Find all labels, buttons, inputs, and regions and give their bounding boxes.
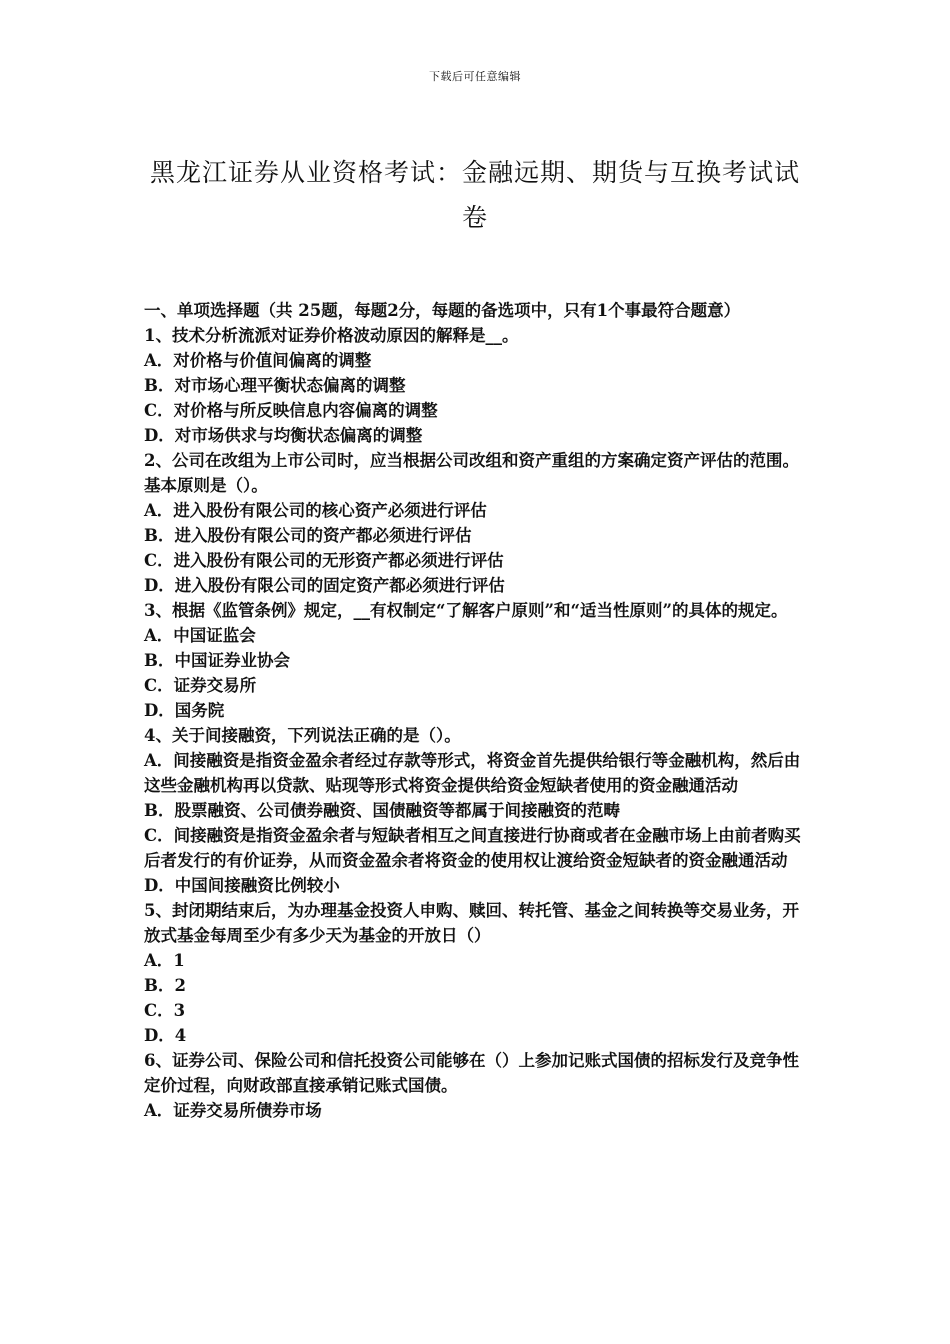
question (144, 1048, 810, 1123)
question-stem: 1、技术分析流派对证券价格波动原因的解释是__。 (144, 326, 519, 345)
question-stem: 5、封闭期结束后，为办理基金投资人申购、赎回、转托管、基金之间转换等交易业务，开放式基金每周至少有多少天为基金的开放日（） (144, 901, 799, 945)
question-option: A．1 (144, 951, 185, 970)
question-option: C．进入股份有限公司的无形资产都必须进行评估 (144, 551, 504, 570)
question-option: A．证券交易所债券市场 (144, 1101, 322, 1120)
question-option: A．间接融资是指资金盈余者经过存款等形式，将资金首先提供给银行等金融机构，然后由这些金融机构再以贷款、贴现等形式将资金提供给资金短缺者使用的资金融通活动 (144, 751, 801, 795)
question-stem: 3、根据《监管条例》规定，__有权制定“了解客户原则”和“适当性原则”的具体的规定。 (144, 601, 788, 620)
question-option: D．对市场供求与均衡状态偏离的调整 (144, 426, 423, 445)
header-note: 下载后可任意编辑 (429, 70, 521, 83)
question-option: A．进入股份有限公司的核心资产必须进行评估 (144, 501, 487, 520)
question-stem: 2、公司在改组为上市公司时，应当根据公司改组和资产重组的方案确定资产评估的范围。基本原则是（）。 (144, 451, 799, 495)
page-title: 黑龙江证券从业资格考试：金融远期、期货与互换考试试卷 (150, 158, 801, 232)
question-option: A．中国证监会 (144, 626, 256, 645)
question-option: B．对市场心理平衡状态偏离的调整 (144, 376, 406, 395)
question-option: B．中国证券业协会 (144, 651, 290, 670)
question-option: C．对价格与所反映信息内容偏离的调整 (144, 401, 438, 420)
question-stem: 4、关于间接融资，下列说法正确的是（）。 (144, 726, 461, 745)
question-option: A．对价格与价值间偏离的调整 (144, 351, 372, 370)
question (144, 723, 810, 898)
question-option: B．进入股份有限公司的资产都必须进行评估 (144, 526, 472, 545)
question-option: C．间接融资是指资金盈余者与短缺者相互之间直接进行协商或者在金融市场上由前者购买后者发行的有价证券，从而资金盈余者将资金的使用权让渡给资金短缺者的资金融通活动 (144, 826, 801, 870)
question-option: B．2 (144, 976, 186, 995)
section-heading: 一、单项选择题（共 25题，每题2分，每题的备选项中，只有1个事最符合题意） (144, 301, 741, 320)
question (144, 448, 810, 598)
question (144, 598, 810, 723)
question (144, 323, 810, 448)
question-option: D．4 (144, 1026, 187, 1045)
question-stem: 6、证券公司、保险公司和信托投资公司能够在（）上参加记账式国债的招标发行及竞争性定价过程，向财政部直接承销记账式国债。 (144, 1051, 799, 1095)
question-option: B．股票融资、公司债券融资、国债融资等都属于间接融资的范畴 (144, 801, 620, 820)
question-option: C．证券交易所 (144, 676, 257, 695)
question-option: C．3 (144, 1001, 186, 1020)
question-option: D．进入股份有限公司的固定资产都必须进行评估 (144, 576, 505, 595)
exam-content (144, 298, 810, 1123)
question (144, 898, 810, 1048)
question-option: D．国务院 (144, 701, 225, 720)
question-option: D．中国间接融资比例较小 (144, 876, 340, 895)
